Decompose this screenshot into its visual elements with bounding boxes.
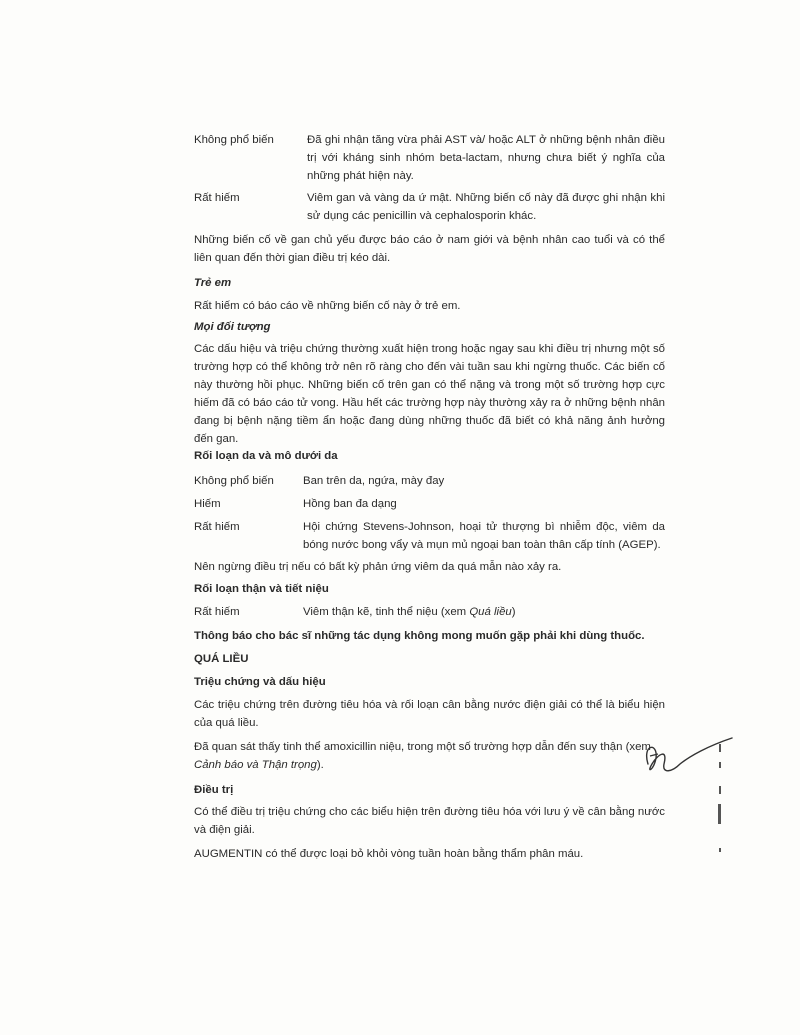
liver-term-uncommon: Không phổ biến (194, 134, 274, 146)
all-patients-heading: Mọi đối tượng (194, 321, 271, 333)
scan-mark (719, 848, 721, 852)
kidney-desc: Viêm thận kẽ, tinh thể niệu (xem Quá liều) (303, 606, 516, 618)
scan-mark (719, 762, 721, 768)
skin-term-rare: Hiếm (194, 498, 221, 510)
symptoms-heading: Triệu chứng và dấu hiệu (194, 676, 326, 688)
treatment-heading: Điều trị (194, 784, 234, 796)
skin-heading: Rối loạn da và mô dưới da (194, 450, 338, 462)
overdose-heading: QUÁ LIỀU (194, 653, 249, 665)
signature-mark (628, 734, 738, 784)
liver-note: Những biến cố về gan chủ yếu được báo cáo ở nam giới và bệnh nhân cao tuổi và có thể liên quan đến thời gian điều trị kéo dài. (194, 234, 665, 264)
children-heading: Trẻ em (194, 277, 232, 289)
liver-term-very-rare: Rất hiếm (194, 192, 240, 204)
all-patients-text: Các dấu hiệu và triệu chứng thường xuất hiện trong hoặc ngay sau khi điều trị nhưng một số trường hợp có thể không trở nên rõ ràng cho đến vài tuần sau khi ngừng thuốc. Các biến cố này thường hồi phục. Những biến cố trên gan có thể nặng và trong một số trường hợp cực hiếm đã có báo cáo tử vong. Hầu hết các trường hợp này thường xảy ra ở những bệnh nhân đang bị bệnh nặng tiềm ẩn hoặc đang dùng những thuốc đã biết có khả năng ảnh hưởng đến gan. (194, 343, 665, 445)
dialysis-text: AUGMENTIN có thể được loại bỏ khỏi vòng tuần hoàn bằng thẩm phân máu. (194, 848, 584, 860)
overdose-link: Quá liều (469, 606, 512, 618)
warnings-ref: Cảnh báo và Thận trọng (194, 759, 317, 771)
kidney-term: Rất hiếm (194, 606, 240, 618)
crystal-text: Đã quan sát thấy tinh thể amoxicillin niệu, trong một số trường hợp dẫn đến suy thận (xem Cảnh báo và Thận trọng). (194, 741, 651, 771)
scan-mark (719, 786, 721, 794)
liver-desc-very-rare: Viêm gan và vàng da ứ mật. Những biến cố này đã được ghi nhận khi sử dụng các penicillin và cephalosporin khác. (307, 192, 665, 222)
symptoms-text: Các triệu chứng trên đường tiêu hóa và rối loạn cân bằng nước điện giải có thể là biểu hiện của quá liều. (194, 699, 665, 729)
scan-mark (719, 744, 721, 752)
liver-desc-uncommon: Đã ghi nhận tăng vừa phải AST và/ hoặc ALT ở những bệnh nhân điều trị với kháng sinh nhóm beta-lactam, nhưng chưa biết ý nghĩa của những phát hiện này. (307, 134, 665, 182)
skin-term-very-rare: Rất hiếm (194, 521, 240, 533)
children-text: Rất hiếm có báo cáo về những biến cố này ở trẻ em. (194, 300, 461, 312)
skin-desc-uncommon: Ban trên da, ngứa, mày đay (303, 475, 445, 487)
treatment-text: Có thể điều trị triệu chứng cho các biểu hiện trên đường tiêu hóa với lưu ý về cân bằng nước và điện giải. (194, 806, 665, 836)
skin-desc-rare: Hồng ban đa dạng (303, 498, 397, 510)
skin-desc-very-rare: Hội chứng Stevens-Johnson, hoại tử thượng bì nhiễm độc, viêm da bóng nước bong vẩy và mụn mủ ngoại ban toàn thân cấp tính (AGEP). (303, 521, 665, 551)
kidney-heading: Rối loạn thận và tiết niệu (194, 583, 329, 595)
skin-term-uncommon: Không phổ biến (194, 475, 274, 487)
skin-note: Nên ngừng điều trị nếu có bất kỳ phản ứng viêm da quá mẫn nào xảy ra. (194, 561, 562, 573)
notify-text: Thông báo cho bác sĩ những tác dụng không mong muốn gặp phải khi dùng thuốc. (194, 630, 645, 642)
scan-mark (718, 804, 721, 824)
